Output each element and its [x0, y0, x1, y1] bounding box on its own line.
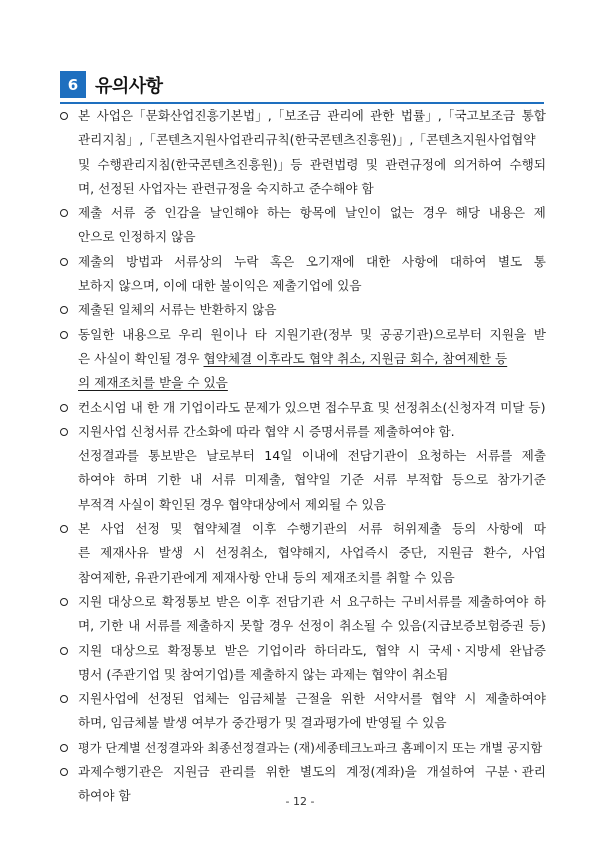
text-line: 른 제재사유 발생 시 선정취소, 협약해지, 사업즉시 중단, 지원금 환수, 사업	[78, 545, 546, 561]
emphasis-text: 협약체결 이후라도 협약 취소, 지원금 회수, 참여제한 등	[203, 350, 508, 366]
text-line: 하여야 함	[78, 788, 131, 804]
text-line: 과제수행기관은 지원금 관리를 위한 별도의 계정(계좌)을 개설하여 구분ㆍ관리	[78, 764, 546, 780]
continuation-paragraph	[56, 444, 546, 517]
text-line: 부적격 사실이 확인된 경우 협약대상에서 제외될 수 있음	[78, 496, 386, 512]
text-line: 며, 선정된 사업자는 관련규정을 숙지하고 준수해야 함	[78, 180, 374, 196]
text-line: 동일한 내용으로 우리 원이나 타 지원기관(정부 및 공공기관)으로부터 지원을 받	[78, 326, 546, 342]
text-line: 지원사업 신청서류 간소화에 따라 협약 시 증명서류를 제출하여야 함.	[78, 423, 455, 439]
list-item	[56, 104, 546, 201]
text-line	[78, 347, 546, 371]
text-line: 및 수행관리지침(한국콘텐츠진흥원)」등 관련법령 및 관련규정에 의거하여 수행되	[78, 156, 546, 172]
list-item	[56, 323, 546, 396]
text-line: 지원 대상으로 확정통보 받은 기업이라 하더라도, 협약 시 국세ㆍ지방세 완납증	[78, 642, 546, 658]
list-item	[56, 590, 546, 639]
page-number: - 12 -	[285, 795, 315, 808]
text-line: 지원사업에 선정된 업체는 임금체불 근절을 위한 서약서를 협약 시 제출하여야	[78, 691, 546, 707]
text-line: 선정결과를 통보받은 날로부터 14일 이내에 전담기관이 요청하는 서류를 제출	[78, 448, 546, 464]
text-line: 제출의 방법과 서류상의 누락 혹은 오기재에 대한 사항에 대하여 별도 통	[78, 253, 546, 269]
emphasis-text: 의 제재조치를 받을 수 있음	[78, 375, 228, 391]
text-line: 제출된 일체의 서류는 반환하지 않음	[78, 302, 277, 318]
text-line: 보하지 않으며, 이에 대한 불이익은 제출기업에 있음	[78, 278, 362, 294]
list-item	[56, 396, 546, 420]
text-line: 하여야 하며 기한 내 서류 미제출, 협약일 기준 서류 부적합 등으로 참가기준	[78, 472, 546, 488]
text-segment: 은 사실이 확인될 경우	[78, 350, 200, 366]
list-item	[56, 736, 546, 760]
text-line: 명서 (주관기업 및 참여기업)를 제출하지 않는 과제는 협약이 취소됨	[78, 666, 449, 682]
text-line: 참여제한, 유관기관에게 제재사항 안내 등의 제재조치를 취할 수 있음	[78, 569, 455, 585]
list-item	[56, 250, 546, 299]
text-line: 며, 기한 내 서류를 제출하지 못할 경우 선정이 취소될 수 있음(지급보증보험증권 등)	[78, 618, 546, 634]
text-line: 하며, 임금체불 발생 여부가 중간평가 및 결과평가에 반영될 수 있음	[78, 715, 447, 731]
text-line: 관리지침」,「콘텐츠지원사업관리규칙(한국콘텐츠진흥원)」,「콘텐츠지원사업협약	[78, 132, 536, 148]
text-line: 지원 대상으로 확정통보 받은 이후 전담기관 서 요구하는 구비서류를 제출하여야 하	[78, 593, 546, 609]
list-item	[56, 517, 546, 590]
text-line: 컨소시엄 내 한 개 기업이라도 문제가 있으면 접수무효 및 선정취소(신청자격 미달 등)	[78, 399, 546, 415]
text-line: 본 사업 선정 및 협약체결 이후 수행기관의 서류 허위제출 등의 사항에 따	[78, 521, 546, 537]
text-line: 본 사업은「문화산업진흥기본법」,「보조금 관리에 관한 법률」,「국고보조금 통합	[78, 108, 546, 123]
section-title: 유의사항	[95, 75, 163, 97]
notice-content	[56, 104, 546, 809]
text-line: 안으로 인정하지 않음	[78, 229, 196, 245]
list-item	[56, 420, 546, 444]
section-number-badge: 6	[60, 71, 86, 98]
list-item	[56, 201, 546, 250]
text-line: 평가 단계별 선정결과와 최종선정결과는 (재)세종테크노파크 홈페이지 또는 개별 공지함	[78, 740, 543, 755]
list-item	[56, 639, 546, 688]
list-item	[56, 298, 546, 322]
text-line: 제출 서류 중 인감을 날인해야 하는 항목에 날인이 없는 경우 해당 내용은 제	[78, 205, 546, 221]
section-header	[60, 71, 163, 98]
list-item	[56, 687, 546, 736]
